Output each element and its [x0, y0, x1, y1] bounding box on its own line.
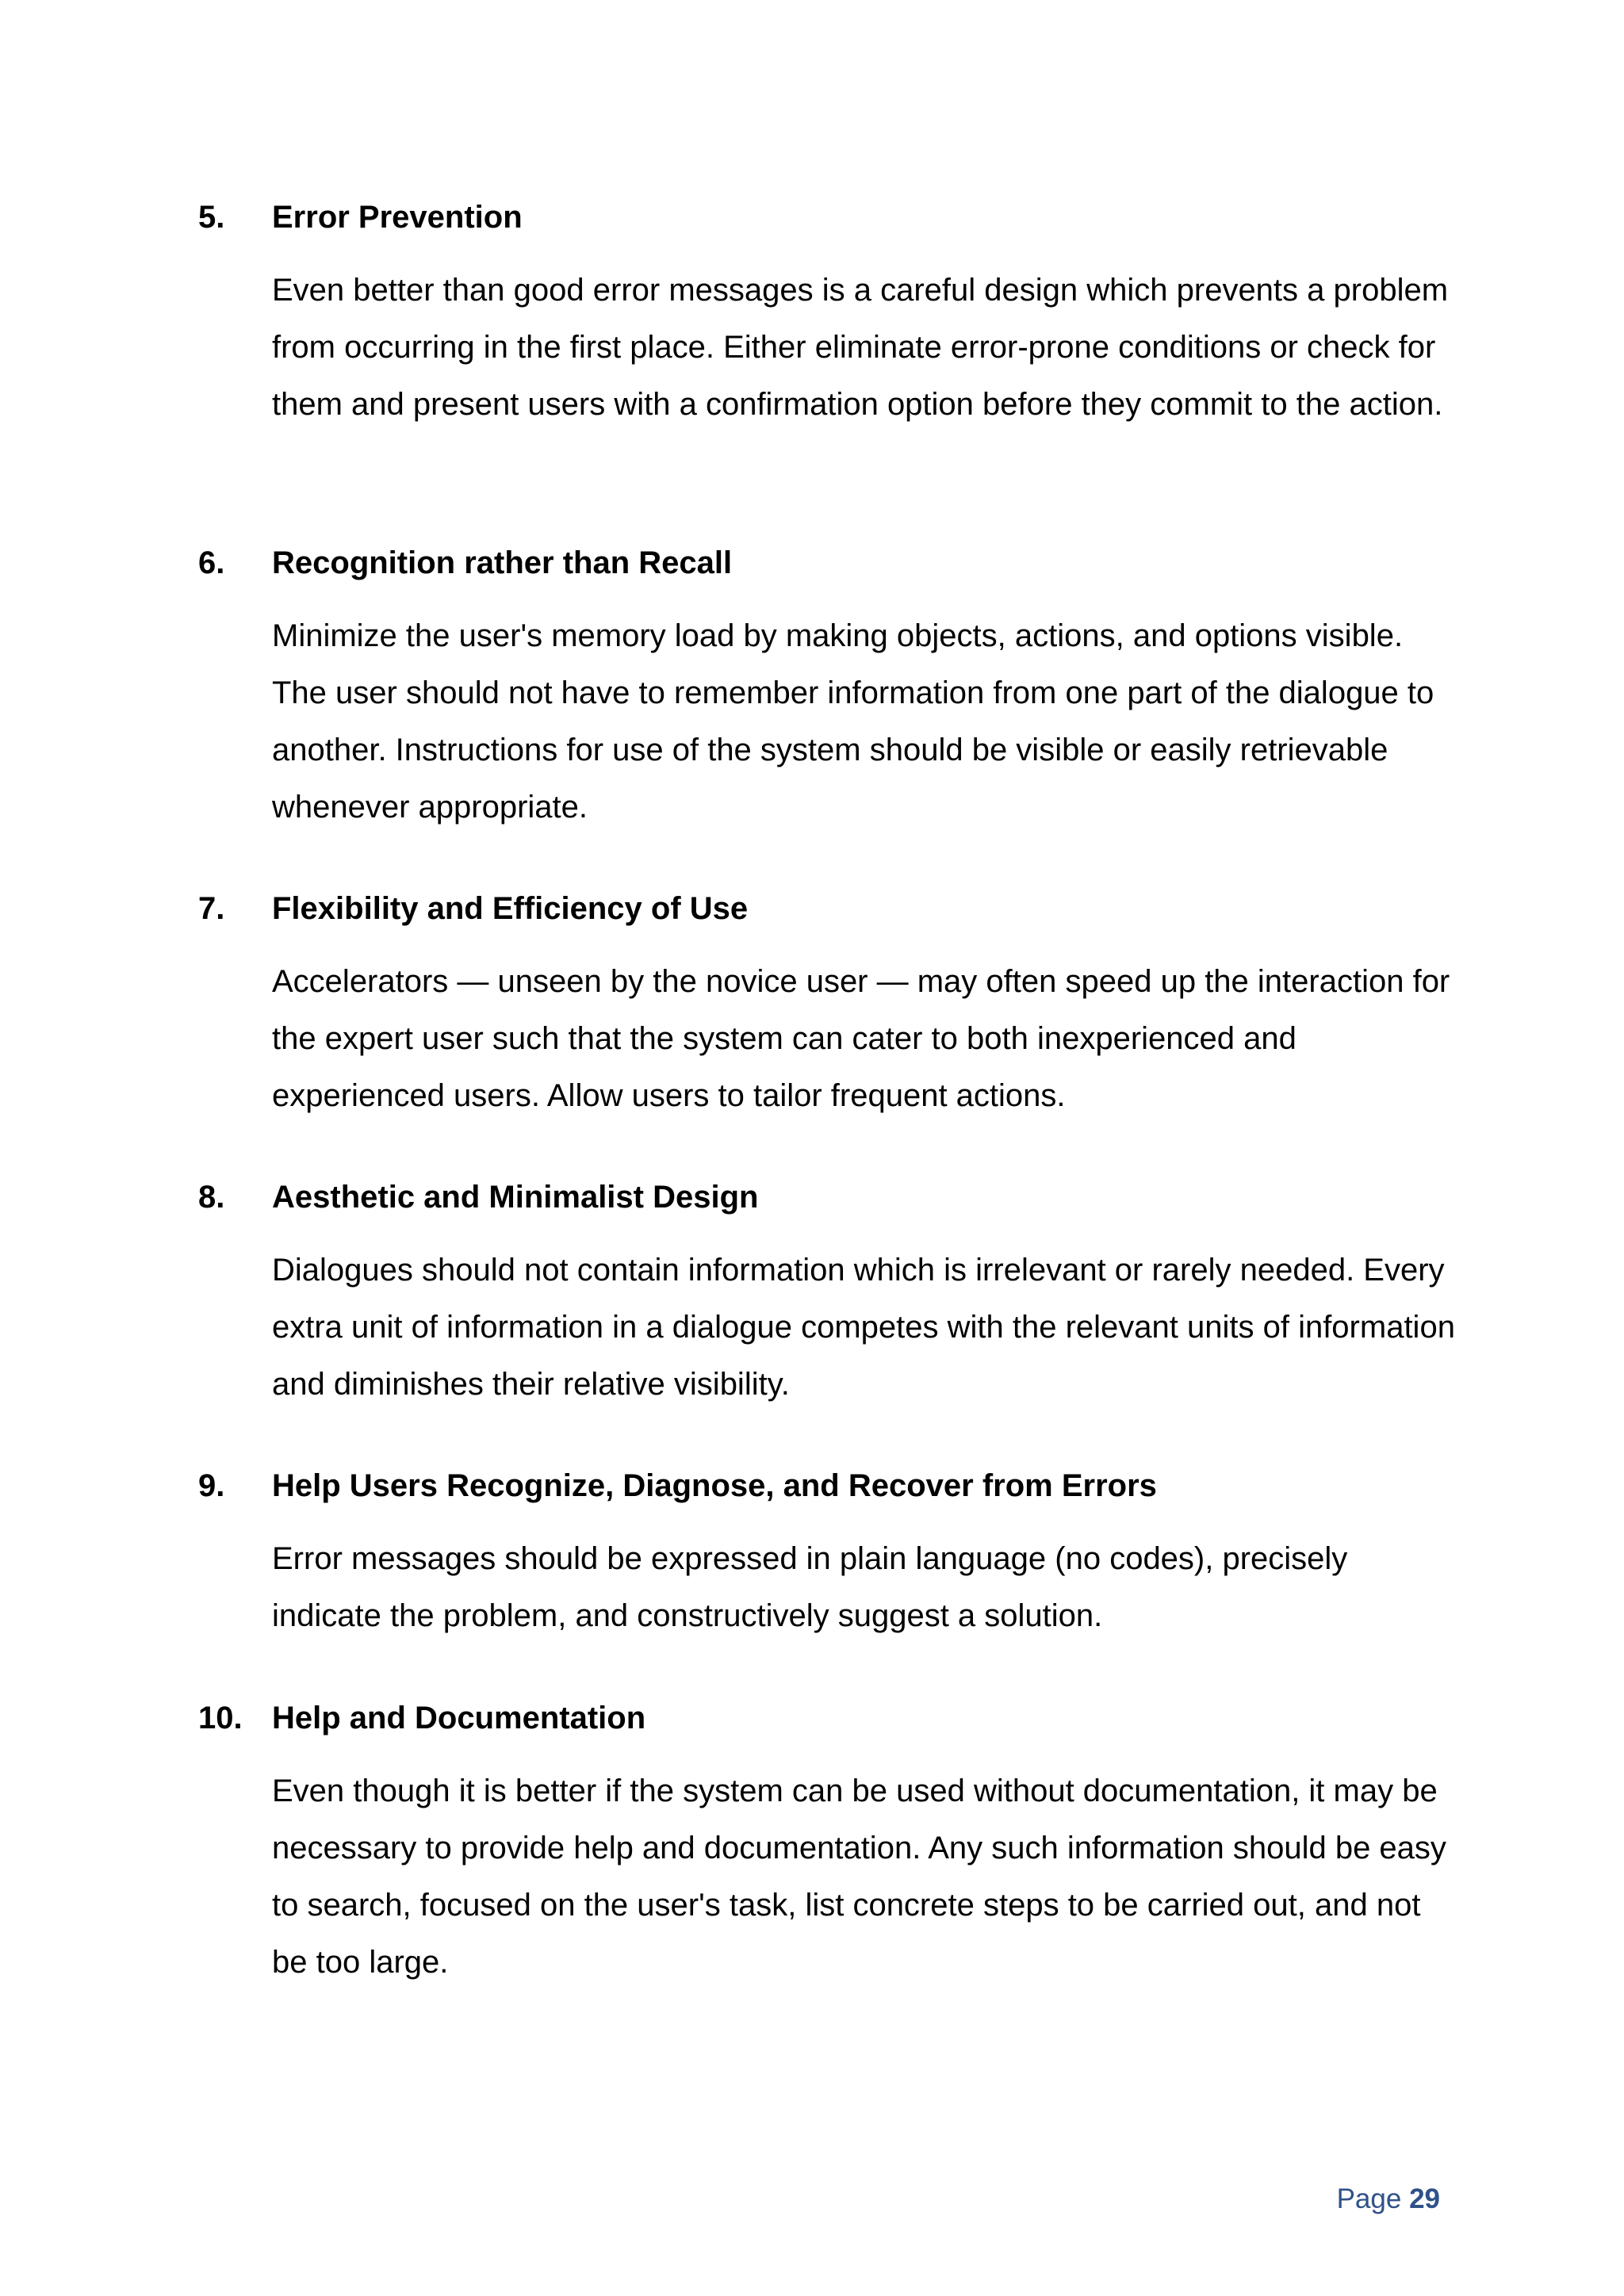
section-number: 9.	[198, 1468, 225, 1503]
section-heading	[198, 1699, 1451, 1737]
section-heading	[198, 544, 1451, 582]
section-error-prevention	[198, 198, 1451, 433]
section-aesthetic-and-minimalist-design	[198, 1178, 1455, 1413]
section-body: Dialogues should not contain information which is irrelevant or rarely needed. Every extra unit of information in a dialogue competes with the relevant units of information and diminishes their relative visibility.	[272, 1253, 1455, 1402]
section-body: Even better than good error messages is a careful design which prevents a problem from occurring in the first place. Either eliminate error-prone conditions or check for them and present users with a confirmation option before they commit to the action.	[272, 273, 1449, 422]
section-number: 10.	[198, 1701, 243, 1735]
section-body: Even though it is better if the system can be used without documentation, it may be necessary to provide help and documentation. Any such information should be easy to search, focused on the user's task, list concrete steps to be carried out, and not be too large.	[272, 1774, 1446, 1980]
section-title: Error Prevention	[272, 200, 523, 235]
section-body: Minimize the user's memory load by making objects, actions, and options visible. The user should not have to remember information from one part of the dialogue to another. Instructions for use of the system should be visible or easily retrievable whenever appropriate.	[272, 618, 1434, 825]
page-footer	[1337, 2182, 1440, 2217]
section-number: 8.	[198, 1180, 225, 1215]
section-number: 6.	[198, 545, 225, 580]
section-title: Aesthetic and Minimalist Design	[272, 1180, 759, 1215]
page-number: 29	[1409, 2183, 1440, 2214]
section-heading	[198, 1467, 1451, 1505]
section-recognition-rather-than-recall	[198, 544, 1451, 836]
section-title: Flexibility and Efficiency of Use	[272, 891, 749, 926]
section-body: Error messages should be expressed in plain language (no codes), precisely indicate the problem, and constructively suggest a solution.	[272, 1541, 1348, 1633]
section-heading	[198, 1178, 1451, 1216]
section-help-users-recover-from-errors	[198, 1467, 1451, 1644]
section-help-and-documentation	[198, 1699, 1451, 1991]
section-number: 7.	[198, 891, 225, 926]
page-label: Page	[1336, 2183, 1402, 2214]
section-heading	[198, 890, 1451, 928]
section-title: Help Users Recognize, Diagnose, and Recover from Errors	[272, 1468, 1157, 1503]
section-heading	[198, 198, 1451, 236]
section-title: Recognition rather than Recall	[272, 545, 733, 580]
section-number: 5.	[198, 200, 225, 235]
section-flexibility-and-efficiency	[198, 890, 1451, 1124]
section-title: Help and Documentation	[272, 1701, 646, 1735]
section-body: Accelerators — unseen by the novice user — may often speed up the interaction for the expert user such that the system can cater to both inexperienced and experienced users. Allow users to tailor frequent actions.	[272, 964, 1450, 1113]
